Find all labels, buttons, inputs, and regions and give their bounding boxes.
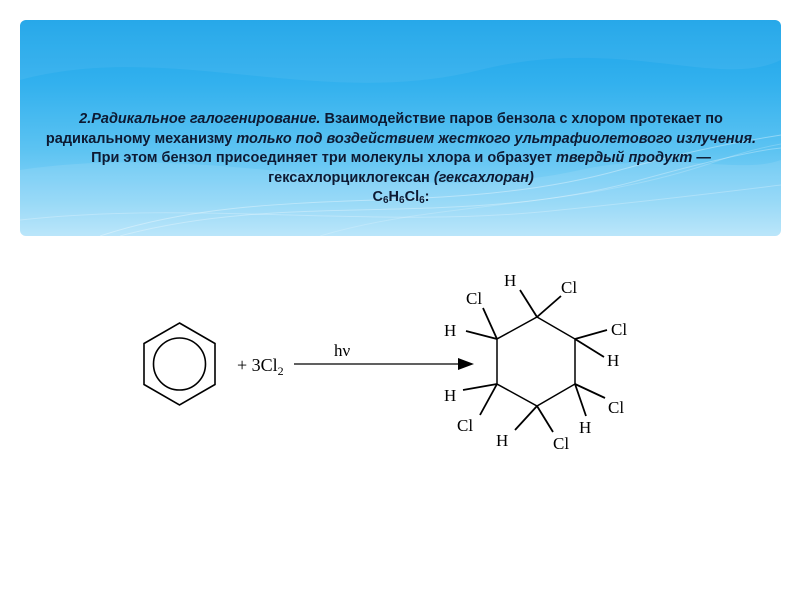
text-part-2: При этом бензол присоединяет три молекулы хлора и образует (91, 150, 556, 166)
reaction-condition: hν (334, 341, 351, 360)
description-paragraph (40, 110, 762, 208)
atom-h-right-upper: H (607, 351, 620, 370)
text-part-1: Взаимодействие паров бензола с хлором протекает по радикальному механизму (45, 111, 723, 147)
atom-cl-left-lower: Cl (457, 416, 474, 435)
emphasis-uv: только под воздействием жесткого ультрафиолетового излучения. (236, 130, 757, 147)
atom-cl-right-lower: Cl (608, 398, 625, 417)
atom-h-top: H (504, 271, 517, 290)
emphasis-hexachloran: (гексахлоран) (433, 169, 534, 186)
atom-cl-right-upper: Cl (611, 320, 628, 339)
atom-h-left-lower: H (444, 386, 457, 405)
atom-cl-top-right: Cl (561, 278, 578, 297)
emphasis-solid: твердый продукт (556, 150, 693, 166)
benzene-structure (144, 323, 215, 405)
hexachlorocyclohexane-structure (444, 271, 627, 453)
reagent-chlorine: + $3Cl_2$ (237, 355, 284, 378)
molecular-formula: $C_6H_6Cl_6$: (372, 189, 430, 206)
atom-h-bottom-left: H (496, 431, 509, 450)
section-heading: 2.Радикальное галогенирование. (79, 111, 321, 127)
atom-h-bottom-right: H (579, 418, 592, 437)
reaction-scheme (0, 240, 800, 600)
text-part-3: — гексахлорциклогексан (268, 150, 711, 186)
atom-h-left-upper: H (444, 321, 457, 340)
reaction-arrow (294, 358, 474, 370)
atom-cl-bottom: Cl (553, 434, 570, 453)
atom-cl-top-left: Cl (466, 289, 483, 308)
